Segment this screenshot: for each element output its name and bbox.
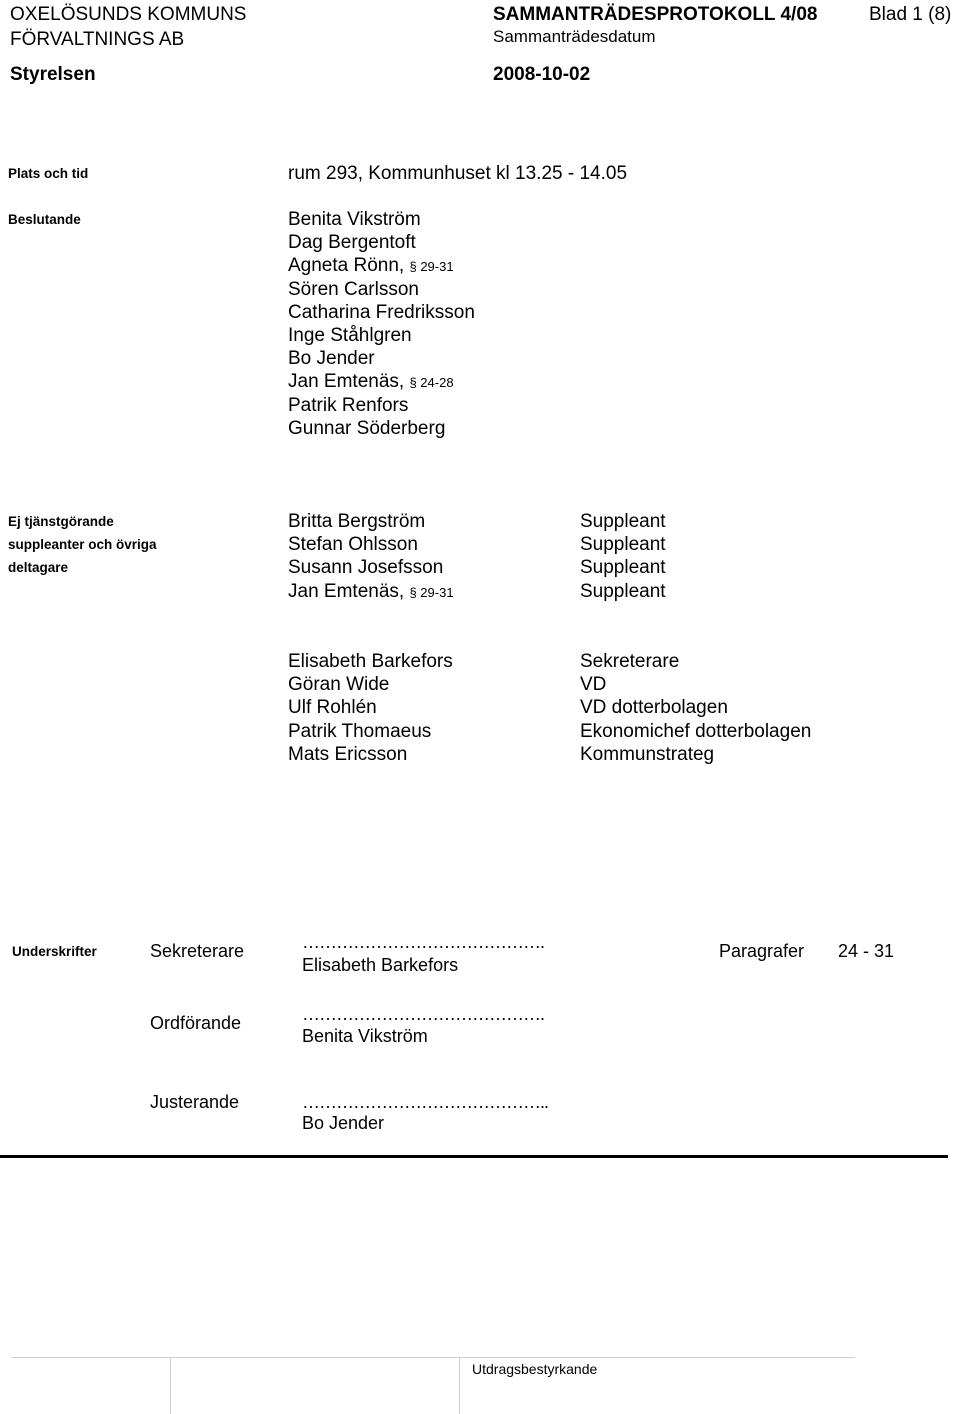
page-number: Blad 1 (8)	[869, 4, 952, 25]
participants-names	[288, 650, 453, 766]
decider-item	[288, 370, 475, 393]
decider-name: Gunnar Söderberg	[288, 417, 446, 439]
decider-item	[288, 208, 475, 231]
substitute-name: Stefan Ohlsson	[288, 534, 418, 556]
decider-name: Benita Vikström	[288, 209, 421, 230]
adjuster-label: Justerande	[150, 1092, 240, 1112]
participant-role: Kommunstrateg	[580, 743, 715, 765]
substitute-name: Jan Emtenäs,	[288, 580, 405, 602]
substitute-role: Suppleant	[580, 580, 666, 602]
table-divider	[459, 1358, 460, 1414]
chair-signature-line: …………………………………….	[302, 1004, 545, 1024]
secretary-label: Sekreterare	[150, 941, 245, 961]
decider-item	[288, 394, 475, 417]
substitutes-roles	[580, 510, 666, 603]
chair-label: Ordförande	[150, 1013, 242, 1033]
decider-item	[288, 324, 475, 347]
place-label: Plats och tid	[8, 166, 89, 181]
paragraphs-label: Paragrafer	[719, 941, 805, 961]
participant-role: Sekreterare	[580, 651, 680, 672]
protocol-title: SAMMANTRÄDESPROTOKOLL 4/08	[493, 4, 818, 25]
substitute-name: Britta Bergström	[288, 511, 426, 532]
signatures-label: Underskrifter	[12, 944, 97, 959]
decider-item	[288, 278, 475, 301]
org-name-line1: OXELÖSUNDS KOMMUNS	[10, 4, 247, 25]
deciders-list	[288, 208, 475, 440]
substitute-role: Suppleant	[580, 511, 666, 532]
participant-name: Göran Wide	[288, 674, 390, 696]
substitute-name: Susann Josefsson	[288, 557, 444, 579]
place-value: rum 293, Kommunhuset kl 13.25 - 14.05	[288, 163, 628, 184]
participants-roles	[580, 650, 811, 766]
meeting-date: 2008-10-02	[493, 64, 591, 85]
decider-item	[288, 254, 475, 277]
decider-item	[288, 347, 475, 370]
decider-item	[288, 231, 475, 254]
participant-name: Patrik Thomaeus	[288, 720, 432, 742]
others-label	[8, 510, 157, 580]
decider-name: Bo Jender	[288, 348, 375, 370]
participant-name: Elisabeth Barkefors	[288, 651, 453, 672]
adjuster-signature-line: ……………………………………..	[302, 1092, 549, 1112]
certificate-label: Utdragsbestyrkande	[472, 1361, 598, 1377]
participant-role: VD dotterbolagen	[580, 697, 728, 719]
others-label-line: deltagare	[8, 560, 69, 576]
paragraphs-value: 24 - 31	[838, 941, 895, 961]
adjuster-name: Bo Jender	[302, 1113, 385, 1133]
date-label: Sammanträdesdatum	[493, 27, 656, 46]
decider-name: Patrik Renfors	[288, 394, 409, 416]
certificate-table	[12, 1357, 855, 1414]
others-label-line: Ej tjänstgörande	[8, 514, 114, 529]
org-name-line2: FÖRVALTNINGS AB	[10, 29, 185, 50]
secretary-signature-line: …………………………………….	[302, 932, 545, 952]
decider-name: Agneta Rönn,	[288, 255, 405, 277]
substitutes-names	[288, 510, 454, 603]
substitute-item	[288, 580, 454, 603]
substitute-role: Suppleant	[580, 534, 666, 556]
participant-role: Ekonomichef dotterbolagen	[580, 720, 812, 742]
participant-name: Ulf Rohlén	[288, 697, 377, 719]
board-name: Styrelsen	[10, 64, 96, 85]
secretary-name: Elisabeth Barkefors	[302, 955, 459, 975]
decider-paragraph-note: § 29-31	[409, 259, 454, 275]
decider-name: Dag Bergentoft	[288, 232, 416, 254]
table-divider	[170, 1358, 171, 1414]
participant-role: VD	[580, 674, 607, 696]
decider-name: Jan Emtenäs,	[288, 371, 405, 393]
section-divider	[0, 1155, 948, 1158]
deciders-label: Beslutande	[8, 212, 81, 227]
substitute-paragraph-note: § 29-31	[409, 584, 454, 600]
substitute-role: Suppleant	[580, 557, 666, 579]
decider-name: Sören Carlsson	[288, 278, 419, 300]
participant-name: Mats Ericsson	[288, 743, 408, 765]
decider-name: Catharina Fredriksson	[288, 301, 475, 323]
chair-name: Benita Vikström	[302, 1026, 428, 1046]
decider-paragraph-note: § 24-28	[409, 375, 454, 391]
decider-name: Inge Ståhlgren	[288, 324, 412, 346]
decider-item	[288, 417, 475, 440]
decider-item	[288, 301, 475, 324]
others-label-line: suppleanter och övriga	[8, 537, 157, 553]
